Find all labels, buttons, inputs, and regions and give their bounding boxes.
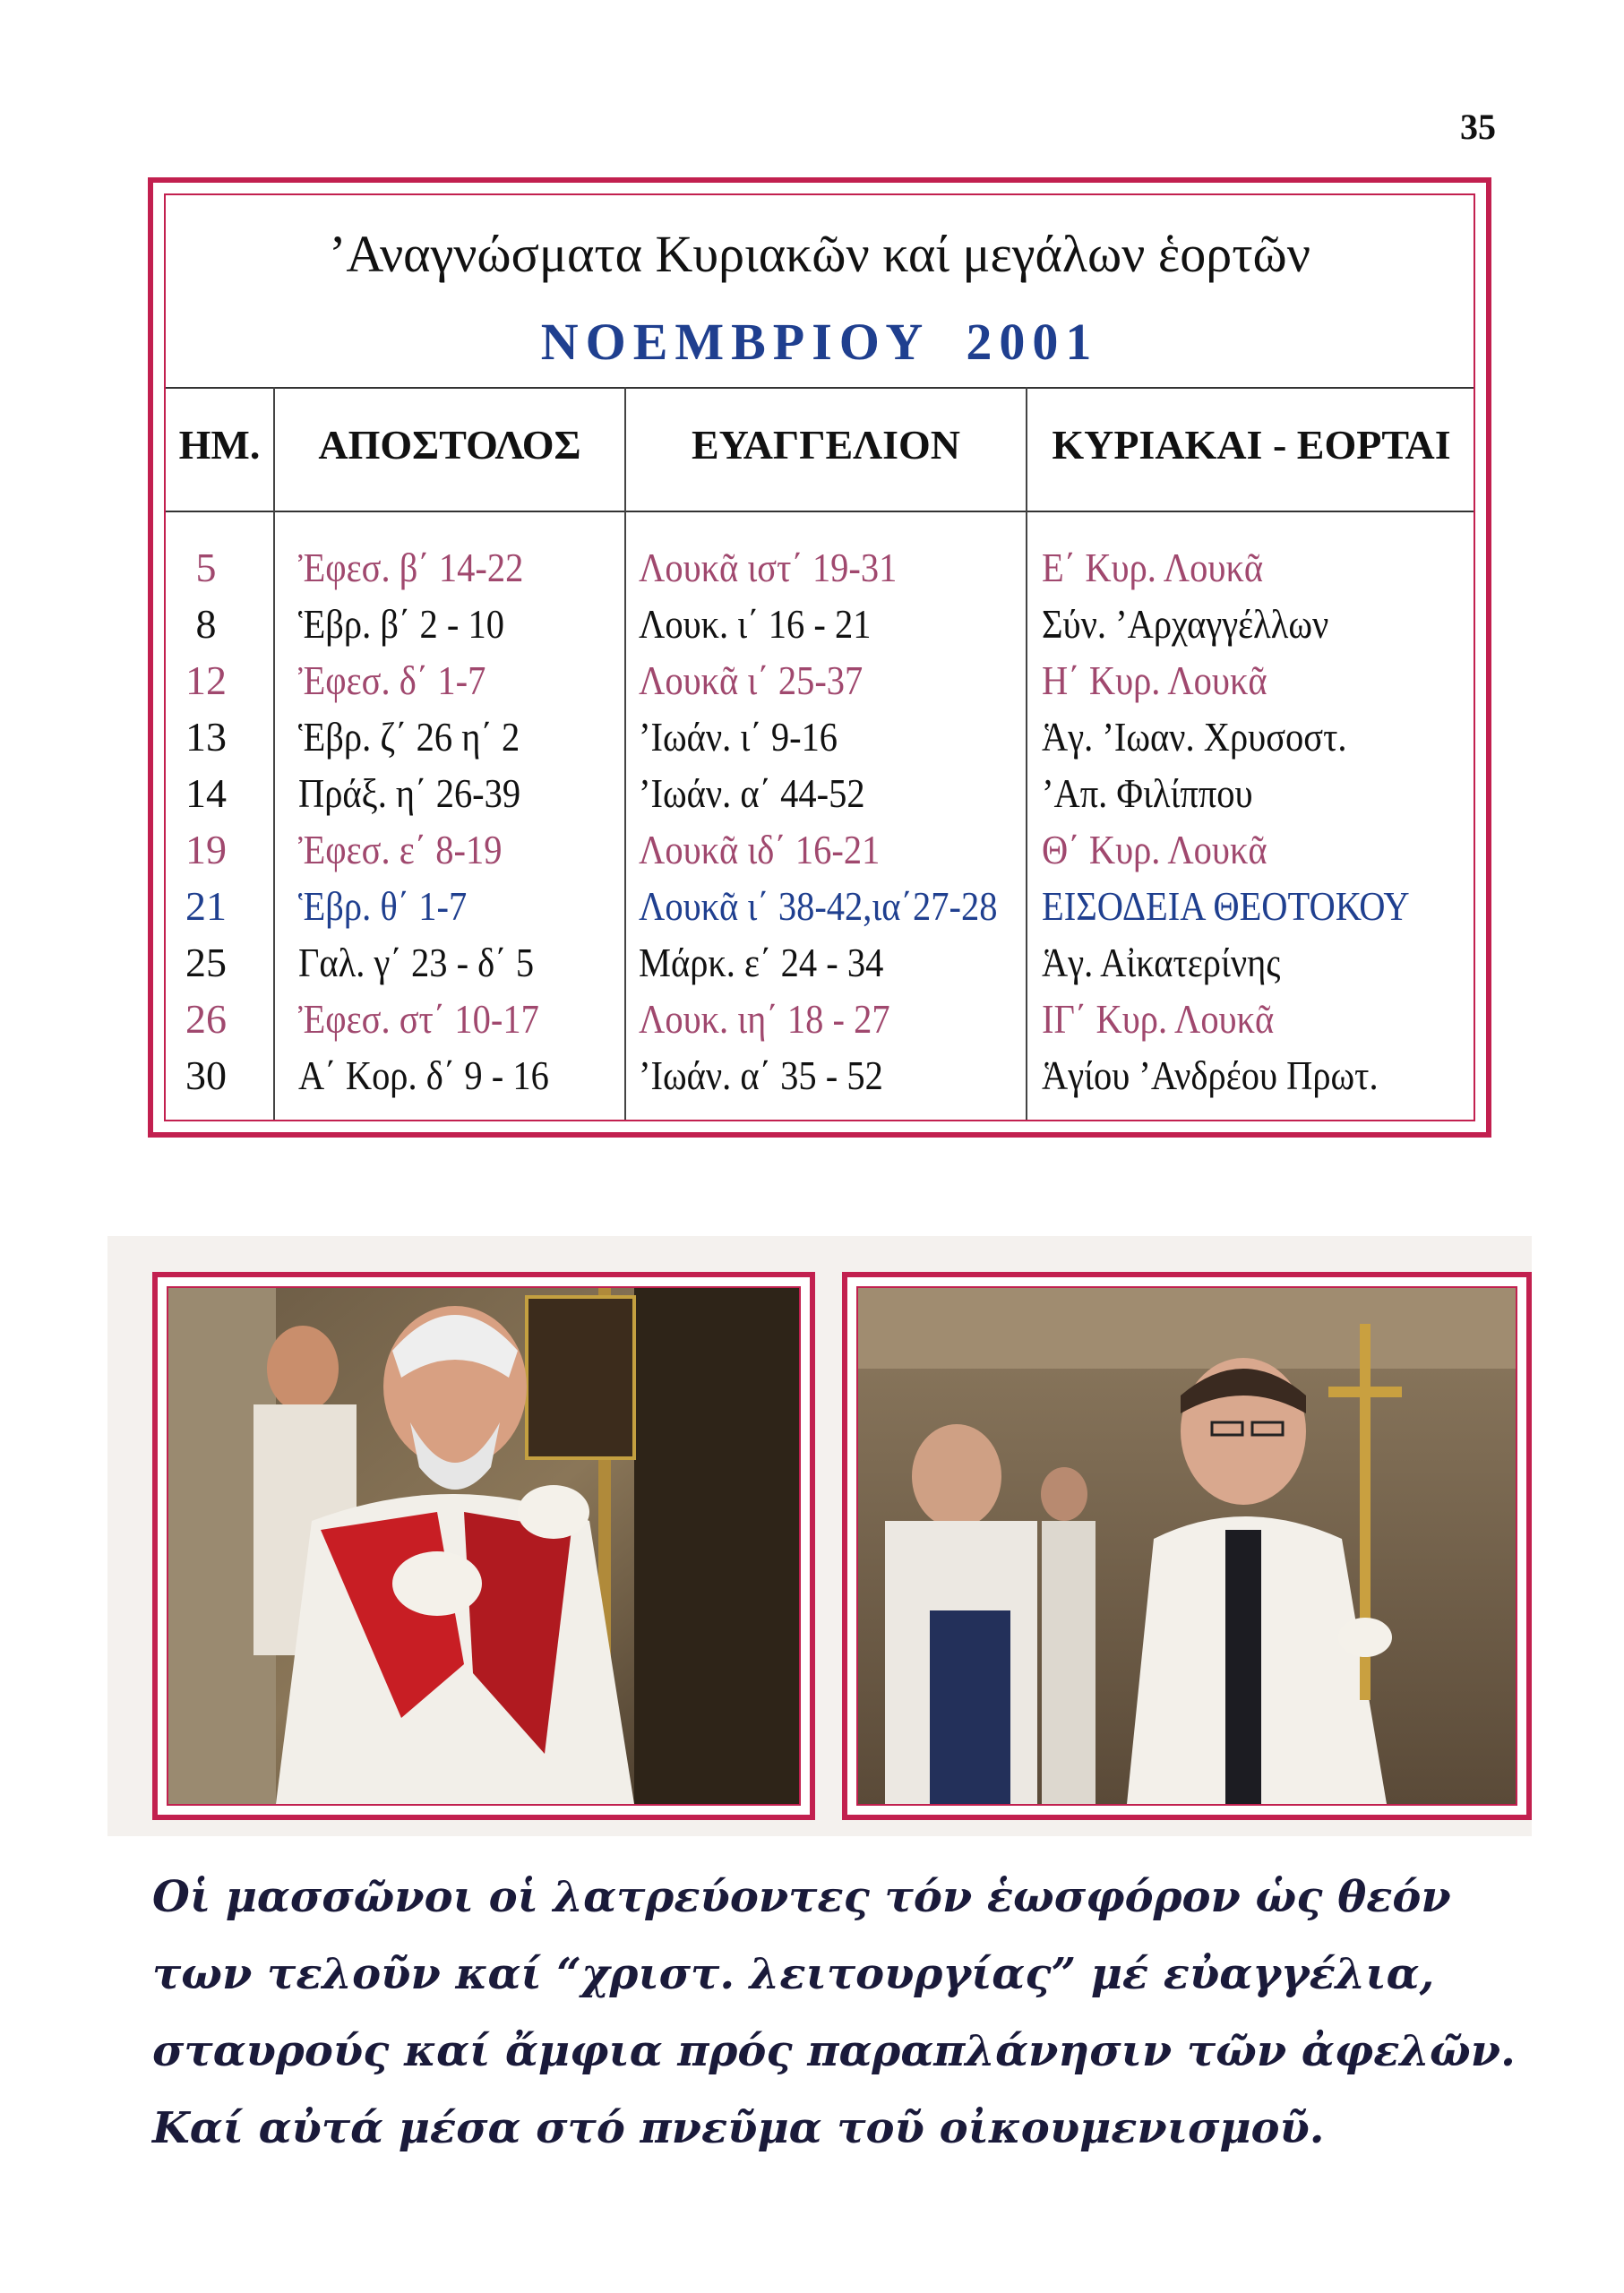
table-row [166,821,1474,878]
clergy-procession-photo [168,1288,799,1804]
caption-line: σταυρούς καί ἄμφια πρός παραπλάνησιν τῶν ἀφελῶν. [152,2026,1516,2076]
photo-left-image [167,1286,801,1806]
apostolos-cell: Ἐφεσ. δ΄ 1-7 [298,657,486,703]
day-cell: 30 [185,1052,227,1098]
table-row [166,934,1474,991]
day-cell: 26 [185,996,227,1042]
eortai-cell: Θ΄ Κυρ. Λουκᾶ [1042,827,1267,872]
photos-section [107,1236,1532,1836]
table-row [166,1047,1474,1104]
page-number: 35 [1460,107,1496,147]
apostolos-cell: Α΄ Κορ. δ΄ 9 - 16 [298,1052,549,1098]
apostolos-cell: Γαλ. γ΄ 23 - δ΄ 5 [298,940,535,985]
photo-right [842,1272,1532,1820]
evangelion-cell: ’Ιωάν. α΄ 35 - 52 [639,1052,883,1098]
table-row [166,765,1474,821]
evangelion-cell: Λουκᾶ ι΄ 38-42,ια΄27-28 [639,883,998,929]
column-header-eortai: ΚΥΡΙΑΚΑΙ - ΕΟΡΤΑΙ [1052,422,1451,468]
evangelion-cell: Λουκᾶ ιστ΄ 19-31 [639,545,898,590]
table-row [166,709,1474,765]
month-name: ΝΟΕΜΒΡΙΟΥ [540,313,931,371]
header-divider [166,387,1474,389]
apostolos-cell: Ἑβρ. β΄ 2 - 10 [298,601,504,647]
day-cell: 19 [185,827,227,872]
table-body [166,539,1474,1104]
table-title: ’Αναγνώσματα Κυριακῶν καί μεγάλων ἑορτῶν [329,225,1310,283]
eortai-cell: ΕΙΣΟΔΕΙΑ ΘΕΟΤΟΚΟΥ [1042,883,1410,929]
apostolos-cell: Ἑβρ. θ΄ 1-7 [298,883,468,929]
eortai-cell: Ε΄ Κυρ. Λουκᾶ [1042,545,1264,590]
column-header-evangelion: ΕΥΑΓΓΕΛΙΟΝ [691,422,961,468]
table-row [166,878,1474,934]
evangelion-cell: Λουκᾶ ι΄ 25-37 [639,657,864,703]
evangelion-cell: Λουκ. ιη΄ 18 - 27 [639,996,890,1042]
apostolos-cell: Πράξ. η΄ 26-39 [298,770,521,816]
evangelion-cell: Μάρκ. ε΄ 24 - 34 [639,940,884,985]
table-row [166,539,1474,596]
day-cell: 12 [185,657,227,703]
day-cell: 21 [185,883,227,929]
readings-table-inner [164,193,1475,1121]
table-month-heading [166,312,1474,372]
caption-line: Οἱ μασσῶνοι οἱ λατρεύοντες τόν ἑωσφόρον ὡς θεόν [152,1872,1451,1922]
column-header-apostolos: ΑΠΟΣΤΟΛΟΣ [318,422,581,468]
table-row [166,596,1474,652]
column-header-day: ΗΜ. [178,422,261,468]
table-row [166,652,1474,709]
table-row [166,991,1474,1047]
day-cell: 8 [195,601,217,647]
photo-caption [152,1859,1516,2167]
caption-line: των τελοῦν καί “χριστ. λειτουργίας” μέ εὐαγγέλια, [152,1949,1435,1999]
evangelion-cell: ’Ιωάν. ι΄ 9-16 [639,714,838,760]
readings-table [148,177,1491,1138]
apostolos-cell: Ἐφεσ. στ΄ 10-17 [298,996,539,1042]
apostolos-cell: Ἐφεσ. β΄ 14-22 [298,545,524,590]
evangelion-cell: Λουκ. ι΄ 16 - 21 [639,601,872,647]
caption-line: Καί αὐτά μέσα στό πνεῦμα τοῦ οἰκουμενισμοῦ. [152,2103,1325,2153]
photo-left [152,1272,815,1820]
eortai-cell: ΙΓ΄ Κυρ. Λουκᾶ [1042,996,1275,1042]
day-cell: 13 [185,714,227,760]
day-cell: 5 [195,545,217,590]
eortai-cell: Ἁγ. Αἰκατερίνης [1042,940,1281,985]
eortai-cell: Η΄ Κυρ. Λουκᾶ [1042,657,1267,703]
photo-right-image [856,1286,1517,1806]
month-year: 2001 [966,313,1099,371]
day-cell: 25 [185,940,227,985]
eortai-cell: ’Απ. Φιλίππου [1042,770,1253,816]
evangelion-cell: ’Ιωάν. α΄ 44-52 [639,770,865,816]
day-cell: 14 [185,770,227,816]
eortai-cell: Σύν. ’Αρχαγγέλλων [1042,601,1329,647]
apostolos-cell: Ἑβρ. ζ΄ 26 η΄ 2 [298,714,520,760]
evangelion-cell: Λουκᾶ ιδ΄ 16-21 [639,827,881,872]
apostolos-cell: Ἐφεσ. ε΄ 8-19 [298,827,503,872]
eortai-cell: Ἁγ. ’Ιωαν. Χρυσοστ. [1042,714,1347,760]
column-header-divider [166,511,1474,512]
eortai-cell: Ἁγίου ’Ανδρέου Πρωτ. [1042,1052,1379,1098]
cross-bearer-photo [858,1288,1516,1804]
